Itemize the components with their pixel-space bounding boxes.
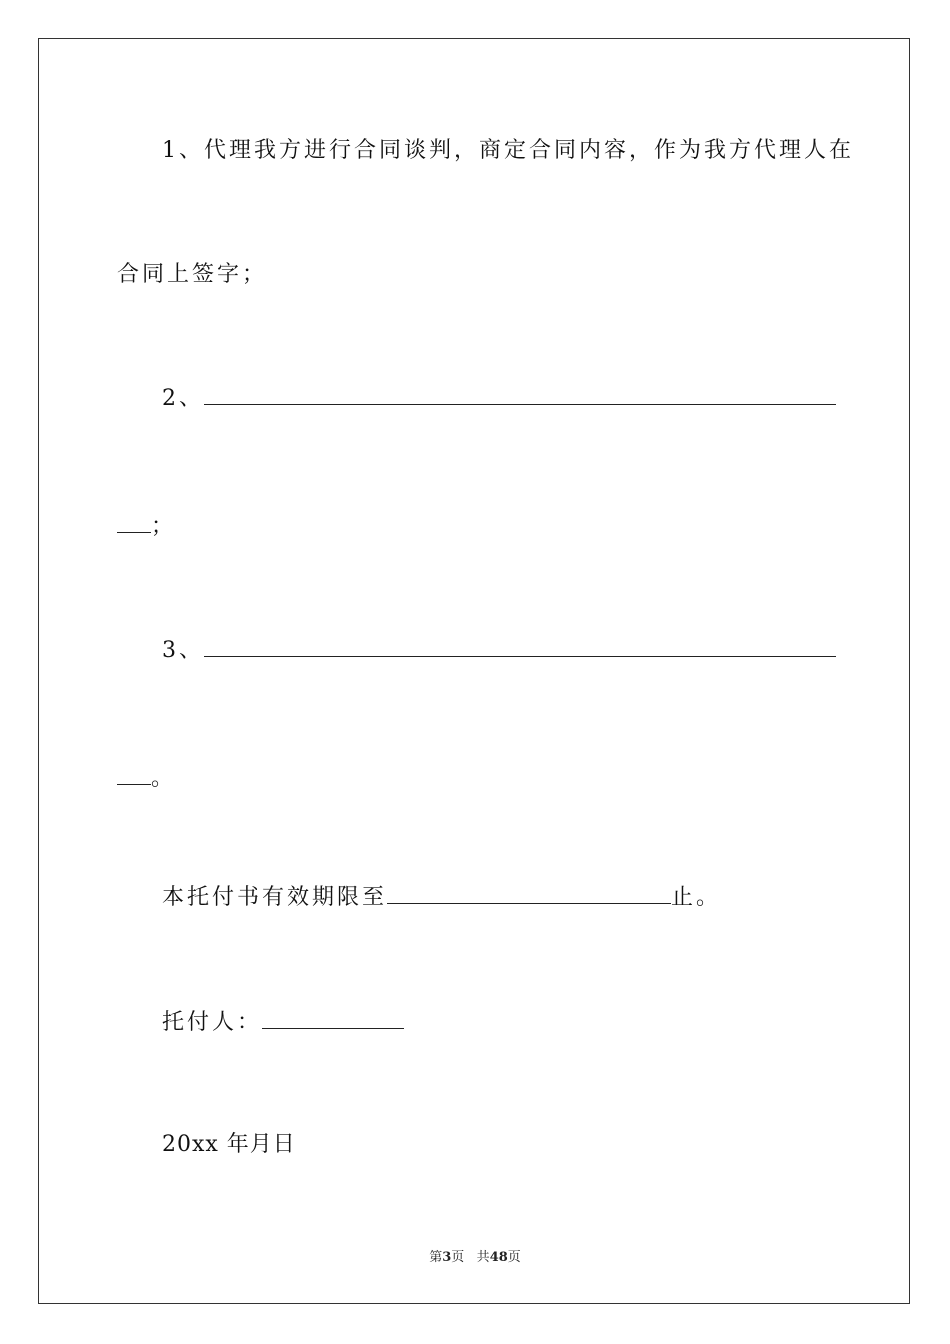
item2-blank-continued[interactable] xyxy=(117,514,151,533)
footer-page-suffix: 页 xyxy=(451,1250,465,1265)
item3-blank-continued[interactable] xyxy=(117,766,151,785)
item1-line1: 1、代理我方进行合同谈判，商定合同内容，作为我方代理人在 xyxy=(162,138,854,163)
item3-end: 。 xyxy=(151,766,177,791)
item3-blank[interactable] xyxy=(204,638,836,657)
page-border xyxy=(38,38,910,1304)
validity-end: 止。 xyxy=(671,885,722,910)
item3-line xyxy=(162,636,836,666)
validity-label: 本托付书有效期限至 xyxy=(162,885,388,910)
principal-label: 托付人： xyxy=(162,1010,263,1035)
date-line: 20xx 年月日 xyxy=(162,1132,296,1157)
item1-line2: 合同上签字； xyxy=(117,262,268,287)
item2-prefix: 2、 xyxy=(162,386,204,411)
item2-blank[interactable] xyxy=(204,386,836,405)
item2-line xyxy=(162,384,836,414)
footer-total-prefix: 共 xyxy=(476,1250,490,1265)
item2-continuation xyxy=(117,512,176,542)
principal-signature-blank[interactable] xyxy=(262,1010,404,1029)
footer-page-number: 3 xyxy=(442,1250,452,1265)
principal-line xyxy=(162,1008,404,1038)
item2-end: ； xyxy=(151,514,177,539)
validity-date-blank[interactable] xyxy=(387,885,671,904)
footer-total-suffix: 页 xyxy=(507,1250,521,1265)
footer-total-pages: 48 xyxy=(489,1250,508,1265)
footer-page-prefix: 第 xyxy=(429,1250,443,1265)
item3-prefix: 3、 xyxy=(162,638,204,663)
validity-line xyxy=(162,883,721,913)
item3-continuation xyxy=(117,764,176,794)
page-footer xyxy=(0,1246,950,1265)
